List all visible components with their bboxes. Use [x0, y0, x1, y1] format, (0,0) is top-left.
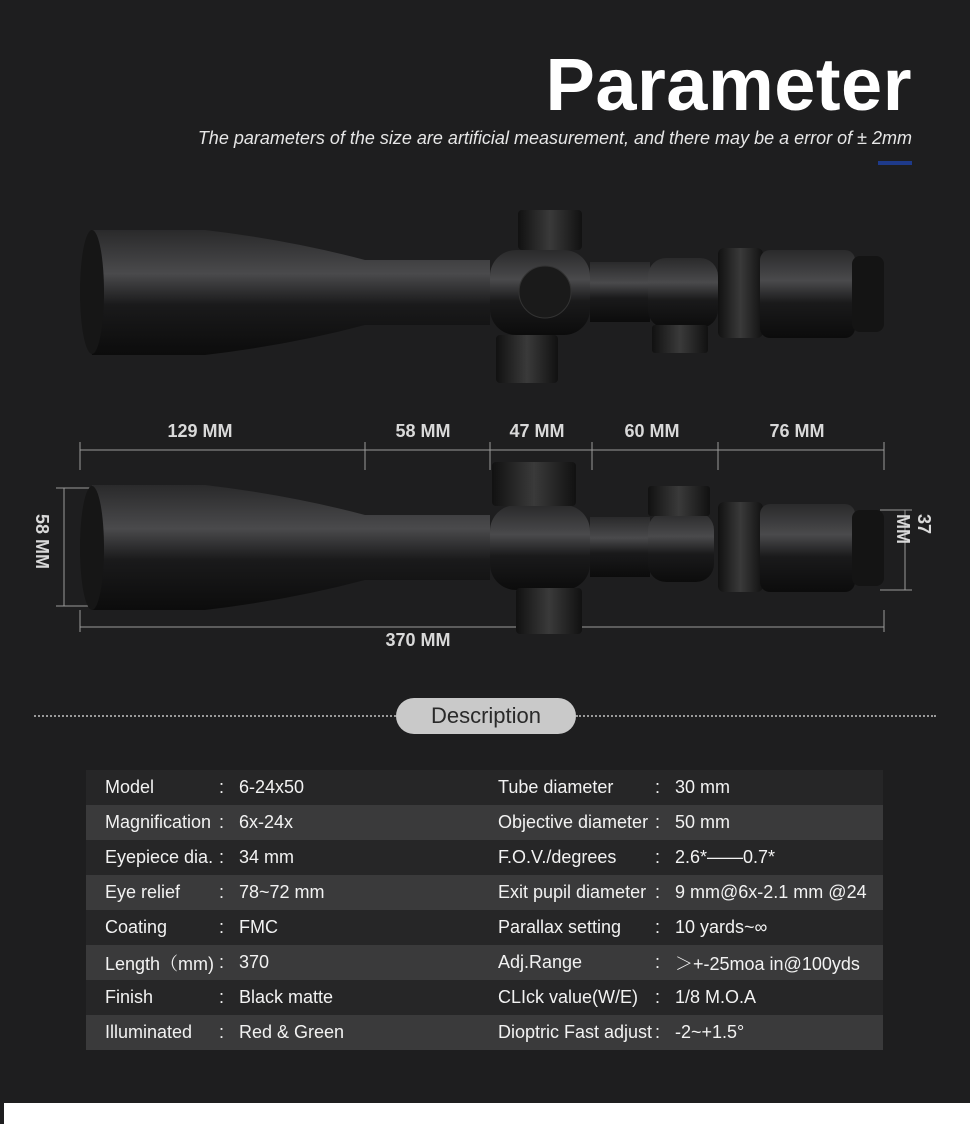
dimension-objective-length: 129 MM: [167, 421, 233, 441]
separator: :: [219, 812, 225, 832]
separator: :: [219, 882, 225, 902]
spec-label: Tube diameter: [498, 777, 614, 797]
spec-value: 10 yards~∞: [675, 917, 768, 937]
spec-value: -2~+1.5°: [675, 1022, 745, 1042]
description-divider-left: [34, 715, 396, 717]
spec-label: Illuminated: [105, 1022, 193, 1042]
description-divider-right: [576, 715, 936, 717]
separator: :: [219, 987, 225, 1007]
bottom-strip: [4, 1103, 970, 1124]
table-row: [86, 840, 883, 875]
spec-label: F.O.V./degrees: [498, 847, 617, 867]
spec-value: 1/8 M.O.A: [675, 987, 757, 1007]
spec-value: Black matte: [239, 987, 334, 1007]
spec-label: Model: [105, 777, 155, 797]
title-accent-bar: [878, 161, 912, 165]
separator: :: [655, 777, 661, 797]
spec-label: Adj.Range: [498, 952, 583, 972]
separator: :: [219, 847, 225, 867]
scope-top-image: [0, 200, 970, 400]
spec-value: 6-24x50: [239, 777, 305, 797]
table-row: [86, 980, 883, 1015]
spec-label: CLIck value(W/E): [498, 987, 639, 1007]
dimension-taper-length: 58 MM: [395, 421, 451, 441]
separator: :: [655, 847, 661, 867]
spec-value: FMC: [239, 917, 278, 937]
separator: :: [655, 812, 661, 832]
table-row: [86, 910, 883, 945]
spec-value: 9 mm@6x-2.1 mm @24: [675, 882, 867, 902]
dimension-eyepiece-height: 37 MM: [893, 514, 934, 544]
separator: :: [655, 952, 661, 972]
spec-label: Eye relief: [105, 882, 181, 902]
separator: :: [219, 917, 225, 937]
dimension-turret-length: 47 MM: [509, 421, 565, 441]
separator: :: [655, 987, 661, 1007]
spec-label: Objective diameter: [498, 812, 649, 832]
dimension-objective-height: 58 MM: [32, 514, 52, 570]
separator: :: [655, 1022, 661, 1042]
description-label: Description: [396, 698, 576, 734]
spec-value: 30 mm: [675, 777, 731, 797]
dimension-tube-length: 60 MM: [624, 421, 680, 441]
spec-label: Eyepiece dia.: [105, 847, 214, 867]
spec-label: Length（mm): [105, 953, 215, 974]
dimension-eyepiece-length: 76 MM: [769, 421, 825, 441]
separator: :: [655, 882, 661, 902]
spec-value: 370: [239, 952, 270, 972]
spec-value: 50 mm: [675, 812, 731, 832]
separator: :: [219, 1022, 225, 1042]
spec-table: [86, 770, 883, 1050]
separator: :: [219, 952, 225, 972]
spec-value: 6x-24x: [239, 812, 294, 832]
table-row: [86, 945, 883, 980]
spec-label: Parallax setting: [498, 917, 622, 937]
spec-value: 34 mm: [239, 847, 295, 867]
scope-dimension-diagram: [0, 440, 970, 640]
spec-value: ＞+-25moa in@100yds: [675, 953, 860, 974]
separator: :: [655, 917, 661, 937]
spec-label: Exit pupil diameter: [498, 882, 647, 902]
table-row: [86, 1015, 883, 1050]
dimension-total-length: 370 MM: [385, 630, 451, 650]
spec-value: Red & Green: [239, 1022, 345, 1042]
table-row: [86, 875, 883, 910]
spec-value: 78~72 mm: [239, 882, 325, 902]
spec-label: Finish: [105, 987, 154, 1007]
spec-label: Coating: [105, 917, 168, 937]
page-title: Parameter: [545, 43, 912, 126]
spec-label: Magnification: [105, 812, 212, 832]
separator: :: [219, 777, 225, 797]
page-subtitle: The parameters of the size are artificial measurement, and there may be a error of ± 2mm: [197, 128, 912, 148]
spec-value: 2.6*——0.7*: [675, 847, 776, 867]
table-row: [86, 805, 883, 840]
spec-label: Dioptric Fast adjust: [498, 1022, 653, 1042]
table-row: [86, 770, 883, 805]
